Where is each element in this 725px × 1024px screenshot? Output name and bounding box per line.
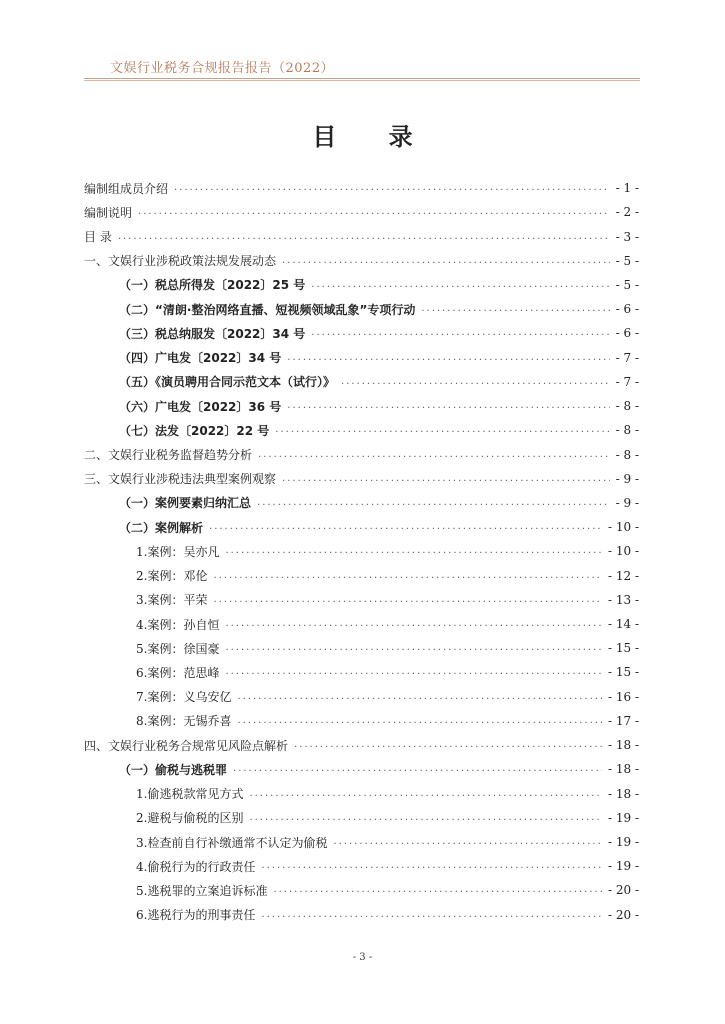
- toc-entry-label: （四）广电发〔2022〕34 号: [119, 351, 282, 366]
- toc-leader-dots: [118, 232, 610, 242]
- toc-entry[interactable]: [84, 418, 639, 442]
- toc-entry-label: （一）税总所得发〔2022〕25 号: [119, 278, 306, 293]
- toc-entry[interactable]: [84, 539, 639, 563]
- toc-entry[interactable]: [84, 249, 639, 273]
- toc-entry-label: 3.案例：平荣: [136, 593, 208, 608]
- toc-entry[interactable]: [84, 200, 639, 224]
- toc-entry-page: - 14 -: [607, 617, 639, 632]
- toc-entry-label: 1.偷逃税款常见方式: [136, 787, 244, 802]
- toc-entry-page: - 9 -: [615, 495, 639, 510]
- toc-leader-dots: [421, 304, 609, 314]
- toc-entry-label: （六）广电发〔2022〕36 号: [119, 399, 282, 414]
- toc-entry[interactable]: [84, 757, 639, 781]
- toc-entry[interactable]: [84, 297, 639, 321]
- toc-leader-dots: [282, 474, 610, 484]
- toc-entry-page: - 13 -: [607, 592, 639, 607]
- toc-entry-page: - 18 -: [607, 786, 639, 801]
- toc-leader-dots: [275, 425, 609, 435]
- toc-entry[interactable]: [84, 878, 639, 902]
- toc-entry[interactable]: [84, 588, 639, 612]
- toc-entry-label: 4.偷税行为的行政责任: [136, 859, 256, 874]
- toc-entry-page: - 5 -: [615, 277, 639, 292]
- page-title: 目 录: [312, 123, 435, 151]
- toc-entry-page: - 20 -: [607, 883, 639, 898]
- toc-leader-dots: [261, 861, 602, 871]
- toc-entry[interactable]: [84, 442, 639, 466]
- running-header: 文娱行业税务合规报告报告（2022）: [110, 61, 335, 76]
- toc-entry[interactable]: [84, 273, 639, 297]
- toc-entry[interactable]: [84, 854, 639, 878]
- toc-entry-page: - 3 -: [615, 229, 639, 244]
- toc-leader-dots: [294, 740, 602, 750]
- toc-leader-dots: [249, 813, 602, 823]
- toc-leader-dots: [341, 377, 610, 387]
- toc-entry-label: 6.逃税行为的刑事责任: [136, 908, 256, 923]
- toc-entry[interactable]: [84, 612, 639, 636]
- toc-entry-page: - 10 -: [607, 520, 639, 535]
- toc-leader-dots: [257, 498, 610, 508]
- toc-entry-label: 目 录: [84, 230, 112, 245]
- toc-entry-label: （七）法发〔2022〕22 号: [119, 423, 270, 438]
- toc-leader-dots: [287, 353, 609, 363]
- toc-entry-label: 5.逃税罪的立案追诉标准: [136, 883, 268, 898]
- toc-entry[interactable]: [84, 636, 639, 660]
- toc-entry-label: 3.检查前自行补缴通常不认定为偷税: [136, 835, 328, 850]
- toc-entry-label: 4.案例：孙自恒: [136, 617, 220, 632]
- toc-entry-page: - 8 -: [615, 423, 639, 438]
- toc-entry-page: - 8 -: [615, 399, 639, 414]
- toc-entry[interactable]: [84, 224, 639, 248]
- toc-leader-dots: [213, 571, 602, 581]
- toc-entry-label: （一）偷税与逃税罪: [119, 762, 228, 777]
- toc-entry-page: - 18 -: [607, 738, 639, 753]
- toc-entry-label: 编制组成员介绍: [84, 181, 169, 196]
- toc-entry[interactable]: [84, 660, 639, 684]
- toc-entry-page: - 19 -: [607, 810, 639, 825]
- toc-leader-dots: [333, 837, 602, 847]
- toc-leader-dots: [311, 328, 609, 338]
- toc-entry-label: 三、文娱行业涉税违法典型案例观察: [84, 472, 277, 487]
- toc-entry[interactable]: [84, 733, 639, 757]
- toc-entry-label: 5.案例：徐国豪: [136, 641, 220, 656]
- toc-entry[interactable]: [84, 903, 639, 927]
- toc-entry-label: 四、文娱行业税务合规常见风险点解析: [84, 738, 289, 753]
- toc-leader-dots: [233, 764, 602, 774]
- toc-entry[interactable]: [84, 830, 639, 854]
- toc-entry[interactable]: [84, 515, 639, 539]
- toc-entry[interactable]: [84, 394, 639, 418]
- page-number: - 3 -: [352, 952, 373, 963]
- toc-entry-label: 7.案例：义乌安亿: [136, 690, 232, 705]
- toc-leader-dots: [225, 546, 602, 556]
- toc-entry[interactable]: [84, 321, 639, 345]
- header-rule: [84, 78, 640, 79]
- toc-entry-label: 编制说明: [84, 205, 133, 220]
- toc-entry-page: - 7 -: [615, 374, 639, 389]
- toc-leader-dots: [311, 280, 609, 290]
- toc-entry-page: - 2 -: [615, 205, 639, 220]
- toc-leader-dots: [258, 450, 610, 460]
- toc-leader-dots: [287, 401, 609, 411]
- toc-entry-page: - 10 -: [607, 544, 639, 559]
- toc-entry[interactable]: [84, 806, 639, 830]
- toc-entry-label: （三）税总纳服发〔2022〕34 号: [119, 326, 306, 341]
- toc-entry-page: - 15 -: [607, 641, 639, 656]
- toc-entry-label: （一）案例要素归纳汇总: [119, 496, 252, 511]
- toc-entry-label: 二、文娱行业税务监督趋势分析: [84, 448, 253, 463]
- toc-leader-dots: [225, 667, 602, 677]
- toc-leader-dots: [282, 256, 610, 266]
- toc-leader-dots: [138, 207, 610, 217]
- toc-entry-page: - 12 -: [607, 568, 639, 583]
- toc-entry-page: - 5 -: [615, 253, 639, 268]
- toc-leader-dots: [213, 595, 602, 605]
- toc-entry-page: - 8 -: [615, 447, 639, 462]
- toc-entry-page: - 9 -: [615, 471, 639, 486]
- toc-entry-label: 6.案例：范思峰: [136, 665, 220, 680]
- toc-entry-page: - 7 -: [615, 350, 639, 365]
- toc-entry[interactable]: [84, 564, 639, 588]
- toc-entry-page: - 18 -: [607, 762, 639, 777]
- toc-entry-page: - 19 -: [607, 835, 639, 850]
- toc-entry[interactable]: [84, 467, 639, 491]
- toc-leader-dots: [237, 716, 602, 726]
- toc-entry-page: - 17 -: [607, 713, 639, 728]
- toc-entry-page: - 19 -: [607, 859, 639, 874]
- toc-entry-page: - 16 -: [607, 689, 639, 704]
- toc-entry-page: - 6 -: [615, 326, 639, 341]
- toc-leader-dots: [174, 183, 610, 193]
- toc-entry-label: （五）《演员聘用合同示范文本（试行）》: [119, 375, 336, 390]
- toc-leader-dots: [249, 789, 602, 799]
- toc-entry-page: - 15 -: [607, 665, 639, 680]
- toc-leader-dots: [261, 910, 602, 920]
- toc-entry-label: （二）案例解析: [119, 520, 204, 535]
- toc-entry[interactable]: [84, 709, 639, 733]
- toc-leader-dots: [225, 619, 602, 629]
- toc-leader-dots: [225, 643, 602, 653]
- toc-entry-label: 2.案例：邓伦: [136, 569, 208, 584]
- toc-entry-page: - 1 -: [615, 181, 639, 196]
- toc-entry[interactable]: [84, 176, 639, 200]
- toc-entry[interactable]: [84, 370, 639, 394]
- toc-entry-label: （二）“清朗·整治网络直播、短视频领域乱象”专项行动: [119, 302, 416, 317]
- toc-entry-label: 2.避税与偷税的区别: [136, 811, 244, 826]
- toc-leader-dots: [209, 522, 602, 532]
- toc-entry-label: 1.案例：吴亦凡: [136, 544, 220, 559]
- toc-entry-page: - 20 -: [607, 907, 639, 922]
- toc-entry-page: - 6 -: [615, 302, 639, 317]
- toc-entry-label: 一、文娱行业涉税政策法规发展动态: [84, 254, 277, 269]
- toc-entry[interactable]: [84, 346, 639, 370]
- toc-entry[interactable]: [84, 781, 639, 805]
- toc-entry-label: 8.案例：无锡乔喜: [136, 714, 232, 729]
- table-of-contents: [84, 176, 639, 927]
- header-rule-thin: [84, 80, 640, 81]
- toc-leader-dots: [273, 885, 602, 895]
- toc-entry[interactable]: [84, 685, 639, 709]
- toc-leader-dots: [237, 692, 602, 702]
- toc-entry[interactable]: [84, 491, 639, 515]
